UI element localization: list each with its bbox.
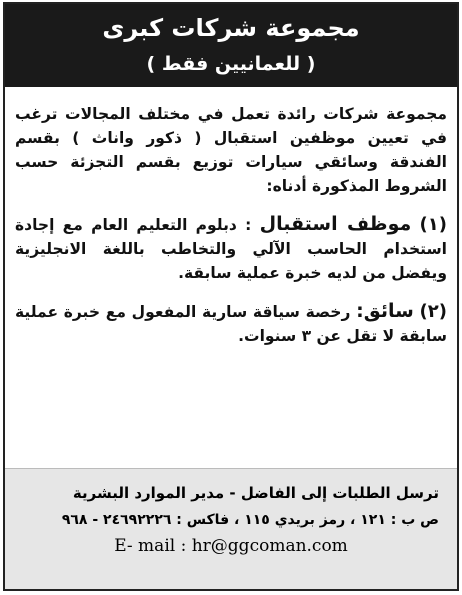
position-driver bbox=[15, 299, 447, 348]
postal-address-line: ص ب : ١٢١ ، رمز بريدي ١١٥ ، فاكس : ٢٤٦٩٢٢٢٦ - ٩٦٨ bbox=[61, 512, 439, 528]
intro-paragraph: مجموعة شركات رائدة تعمل في مختلف المجالات ترغب في تعيين موظفين استقبال ( ذكور واناث ) بقسم الفندقة وسائقي سيارات توزيع بقسم التجزئة حسب الشروط المذكورة أدناه: bbox=[15, 105, 447, 195]
position-description: رخصة سياقة سارية المفعول مع خبرة عملية سابقة لا تقل عن ٣ سنوات. bbox=[15, 303, 447, 345]
position-title: موظف استقبال bbox=[259, 213, 412, 235]
ad-title: مجموعة شركات كبرى bbox=[102, 14, 360, 42]
position-description: : دبلوم التعليم العام مع إجادة استخدام الحاسب الآلي والتخاطب باللغة الانجليزية ويفضل من لديه خبرة عملية سابقة. bbox=[15, 216, 447, 282]
ad-header bbox=[5, 4, 457, 87]
contact-footer bbox=[5, 468, 457, 589]
ad-body bbox=[15, 102, 447, 348]
position-number: (١) bbox=[419, 214, 447, 235]
job-advertisement bbox=[3, 2, 459, 591]
position-receptionist bbox=[15, 212, 447, 285]
position-title: سائق: bbox=[356, 300, 414, 322]
position-number: (٢) bbox=[419, 301, 447, 322]
send-applications-line: ترسل الطلبات إلى الفاضل - مدير الموارد البشرية bbox=[72, 484, 439, 502]
email-line[interactable]: E- mail : hr@ggcoman.com bbox=[114, 536, 348, 556]
ad-subtitle: ( للعمانيين فقط ) bbox=[146, 53, 316, 75]
